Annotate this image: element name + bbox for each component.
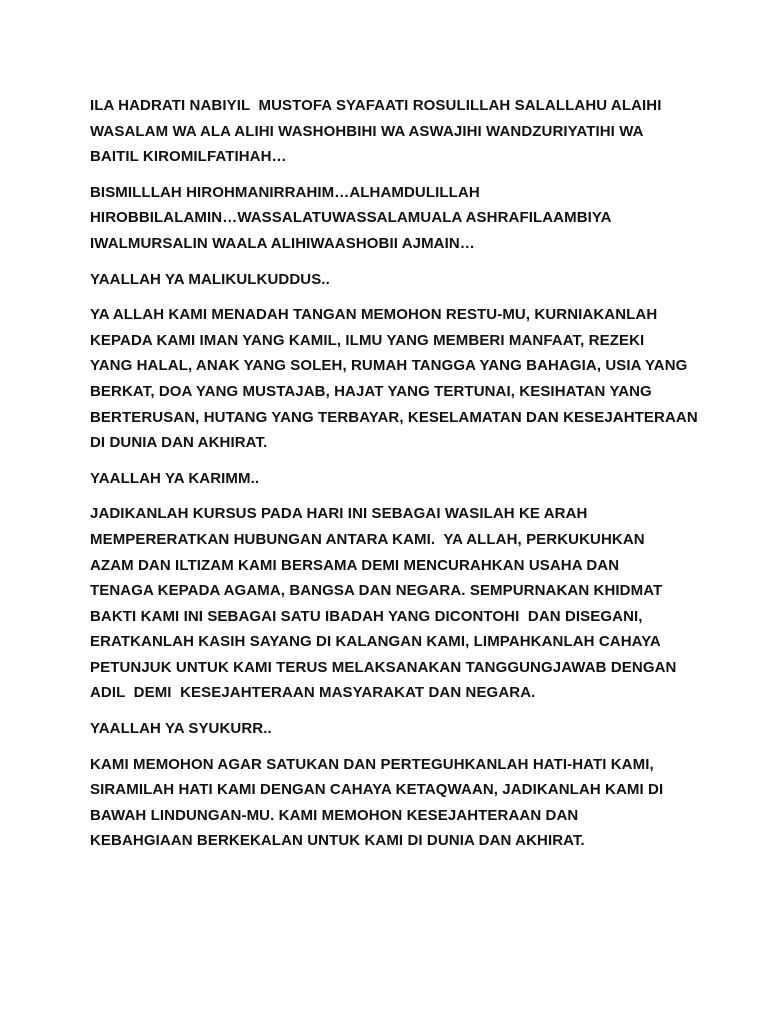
text-line: PETUNJUK UNTUK KAMI TERUS MELAKSANAKAN TANGGUNGJAWAB DENGAN: [90, 658, 677, 676]
text-line: BERTERUSAN, HUTANG YANG TERBAYAR, KESELAMATAN DAN KESEJAHTERAAN: [90, 408, 698, 426]
text-line: IWALMURSALIN WAALA ALIHIWAASHOBII AJMAIN…: [90, 234, 475, 252]
paragraph-fatihah: [90, 93, 700, 170]
text-line: KEPADA KAMI IMAN YANG KAMIL, ILMU YANG MEMBERI MANFAAT, REZEKI: [90, 331, 645, 349]
text-line: BAITIL KIROMILFATIHAH…: [90, 148, 287, 166]
text-line: YAALLAH YA SYUKURR..: [90, 720, 272, 738]
text-line: SIRAMILAH HATI KAMI DENGAN CAHAYA KETAQWAAN, JADIKANLAH KAMI DI: [90, 781, 664, 799]
paragraph-restu: [90, 302, 700, 456]
text-line: ADIL DEMI KESEJAHTERAAN MASYARAKAT DAN NEGARA.: [90, 684, 536, 702]
heading-karimm: [90, 466, 700, 492]
text-line: BAKTI KAMI INI SEBAGAI SATU IBADAH YANG DICONTOHI DAN DISEGANI,: [90, 607, 643, 625]
text-line: BAWAH LINDUNGAN-MU. KAMI MEMOHON KESEJAHTERAAN DAN: [90, 806, 579, 824]
text-line: ERATKANLAH KASIH SAYANG DI KALANGAN KAMI, LIMPAHKANLAH CAHAYA: [90, 633, 661, 651]
text-line: WASALAM WA ALA ALIHI WASHOHBIHI WA ASWAJIHI WANDZURIYATIHI WA: [90, 122, 644, 140]
text-line: TENAGA KEPADA AGAMA, BANGSA DAN NEGARA. SEMPURNAKAN KHIDMAT: [90, 582, 663, 600]
paragraph-bismillah: [90, 180, 700, 257]
heading-syukurr: [90, 716, 700, 742]
text-line: YAALLAH YA MALIKULKUDDUS..: [90, 270, 330, 288]
text-line: JADIKANLAH KURSUS PADA HARI INI SEBAGAI WASILAH KE ARAH: [90, 505, 588, 523]
document-page: [90, 93, 700, 864]
text-line: YANG HALAL, ANAK YANG SOLEH, RUMAH TANGGA YANG BAHAGIA, USIA YANG: [90, 357, 688, 375]
text-line: MEMPERERATKAN HUBUNGAN ANTARA KAMI. YA ALLAH, PERKUKUHKAN: [90, 530, 645, 548]
paragraph-kursus: [90, 501, 700, 706]
text-line: ILA HADRATI NABIYIL MUSTOFA SYAFAATI ROSULILLAH SALALLAHU ALAIHI: [90, 97, 662, 114]
text-line: HIROBBILALAMIN…WASSALATUWASSALAMUALA ASHRAFILAAMBIYA: [90, 209, 612, 227]
paragraph-memohon: [90, 752, 700, 854]
text-line: BISMILLLAH HIROHMANIRRAHIM…ALHAMDULILLAH: [90, 183, 480, 201]
text-line: AZAM DAN ILTIZAM KAMI BERSAMA DEMI MENCURAHKAN USAHA DAN: [90, 556, 620, 574]
heading-malikulkuddus: [90, 267, 700, 293]
text-line: BERKAT, DOA YANG MUSTAJAB, HAJAT YANG TERTUNAI, KESIHATAN YANG: [90, 382, 652, 400]
text-line: KEBAHGIAAN BERKEKALAN UNTUK KAMI DI DUNIA DAN AKHIRAT.: [90, 832, 585, 850]
text-line: KAMI MEMOHON AGAR SATUKAN DAN PERTEGUHKANLAH HATI-HATI KAMI,: [90, 755, 654, 773]
text-line: YA ALLAH KAMI MENADAH TANGAN MEMOHON RESTU-MU, KURNIAKANLAH: [90, 306, 658, 324]
text-line: YAALLAH YA KARIMM..: [90, 469, 260, 487]
text-line: DI DUNIA DAN AKHIRAT.: [90, 434, 268, 452]
